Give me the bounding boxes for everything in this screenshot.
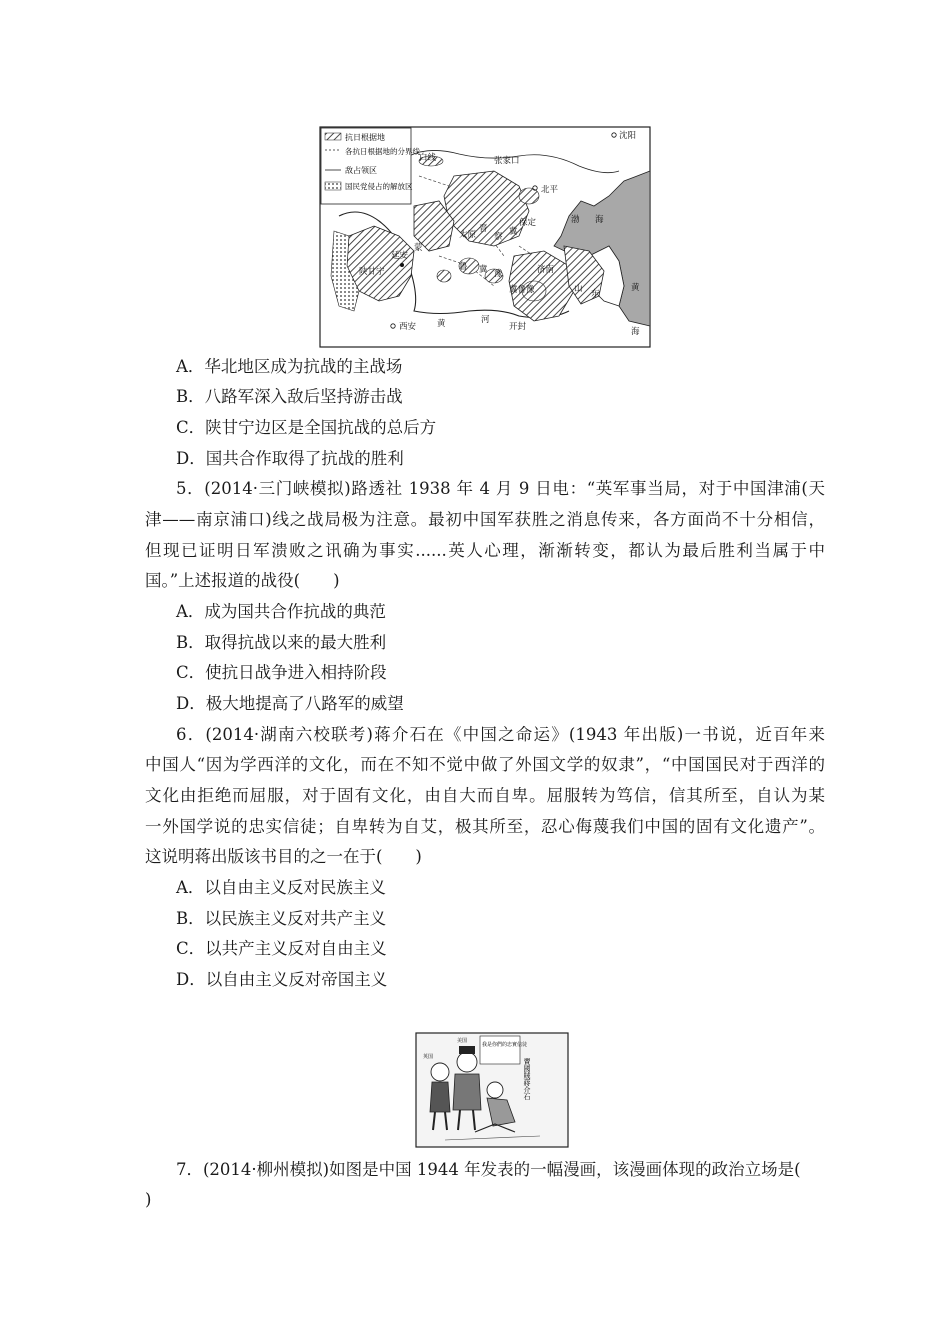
label-jinan: 济南 (537, 265, 555, 275)
political-cartoon (415, 1032, 569, 1148)
label-ji2: 冀 (479, 265, 488, 275)
label-jin: 晋 (479, 224, 488, 234)
label-yu: 豫 (494, 269, 503, 279)
cartoon-caption: 賣國賊蔣介石 (523, 1058, 531, 1100)
q6-option-b: B．以民族主义反对共产主义 (176, 909, 387, 928)
cartoon-label-us: 美国 (457, 1038, 468, 1044)
label-baixian: 白线 (419, 153, 437, 163)
label-dong: 东 (591, 289, 600, 299)
label-taiyuan: 太原 (459, 230, 477, 240)
label-kaifeng: 开封 (509, 322, 527, 332)
label-huanghe2: 河 (481, 315, 490, 325)
cartoon-sign (480, 1036, 520, 1064)
label-meng: 蒙 (414, 243, 423, 253)
base-areas-map (319, 126, 651, 348)
q6-stem-line-4: 一外国学说的忠实信徒；自卑转为自艾，极其所至，忍心侮蔑我们中国的固有文化遗产”。 (145, 817, 825, 836)
q5-option-b: B．取得抗战以来的最大胜利 (176, 633, 387, 652)
q5-stem-line-2: 津——南京浦口)线之战局极为注意。最初中国军获胜之消息传来，各方面尚不十分相信， (145, 510, 825, 529)
small-area-3 (437, 270, 451, 282)
q6-option-a: A．以自由主义反对民族主义 (176, 878, 386, 897)
legend-base-area: 抗日根据地 (345, 133, 385, 142)
q6-stem-line-3: 文化由拒绝而屈服，对于固有文化，由自大而自卑。屈服转为笃信，信其所至，自认为某 (145, 786, 825, 805)
label-baoding: 保定 (519, 218, 537, 228)
q5-stem-line-3: 但现已证明日军溃败之讯确为事实......英人心理，渐渐转变，都认为最后胜利当属于中 (145, 541, 825, 560)
cartoon-sign-text: 我是你們的忠實信徒 (482, 1042, 528, 1048)
label-jiluyu: 冀鲁豫 (509, 285, 535, 295)
q5-stem-line-1: 5．(2014·三门峡模拟)路透社 1938 年 4 月 9 日电：“英军事当局，对于中国津浦(天 (176, 479, 825, 498)
label-huang: 黄 (631, 283, 640, 293)
legend-boundary: 各抗日根据地的分界线 (345, 147, 420, 156)
map-legend (321, 128, 420, 204)
label-huanghe1: 黄 (437, 319, 446, 329)
q6-stem-line-1: 6．(2014·湖南六校联考)蒋介石在《中国之命运》(1943 年出版)一书说，近百年来 (176, 725, 825, 744)
legend-nationalist: 国民党侵占的解放区 (345, 182, 413, 191)
q6-stem-line-5: 这说明蒋出版该书目的之一在于( ) (145, 847, 422, 866)
label-shenyang: 沈阳 (619, 131, 637, 141)
label-hai: 海 (631, 327, 640, 337)
label-ji: 冀 (509, 227, 518, 237)
label-bohai: 渤 (571, 215, 580, 225)
q7-stem-line-1: 7．(2014·柳州模拟)如图是中国 1944 年发表的一幅漫画，该漫画体现的政治立场是( (176, 1160, 801, 1179)
q5-option-d: D．极大地提高了八路军的威望 (176, 694, 404, 713)
label-xian: 西安 (399, 322, 417, 332)
q4-option-c: C．陕甘宁边区是全国抗战的总后方 (176, 418, 437, 437)
label-zhangjiakou: 张家口 (494, 156, 520, 166)
q5-option-c: C．使抗日战争进入相持阶段 (176, 663, 387, 682)
q5-option-a: A．成为国共合作抗战的典范 (176, 602, 386, 621)
cartoon-label-uk: 英国 (423, 1054, 434, 1060)
q6-option-c: C．以共产主义反对自由主义 (176, 939, 387, 958)
q6-option-d: D．以自由主义反对帝国主义 (176, 970, 388, 989)
label-yanan: 延安 (391, 251, 409, 261)
q7-stem-line-2: ) (145, 1190, 152, 1209)
label-shan: 山 (574, 284, 583, 294)
q6-stem-line-2: 中国人“因为学西洋的文化，而在不知不觉中做了外国文学的奴隶”，“中国国民对于西洋的 (145, 755, 825, 774)
q4-option-b: B．八路军深入敌后坚持游击战 (176, 387, 403, 406)
label-cha: 察 (494, 232, 503, 242)
q4-option-a: A．华北地区成为抗战的主战场 (176, 357, 403, 376)
q5-stem-line-4: 国。”上述报道的战役( ) (145, 571, 340, 590)
label-bohai2: 海 (595, 215, 604, 225)
legend-occupied: 敌占领区 (345, 166, 377, 175)
q4-option-d: D．国共合作取得了抗战的胜利 (176, 449, 404, 468)
label-shaanganning: 陕甘宁 (359, 267, 385, 277)
label-lu: 鲁 (459, 262, 468, 272)
label-beiping: 北平 (541, 185, 559, 195)
